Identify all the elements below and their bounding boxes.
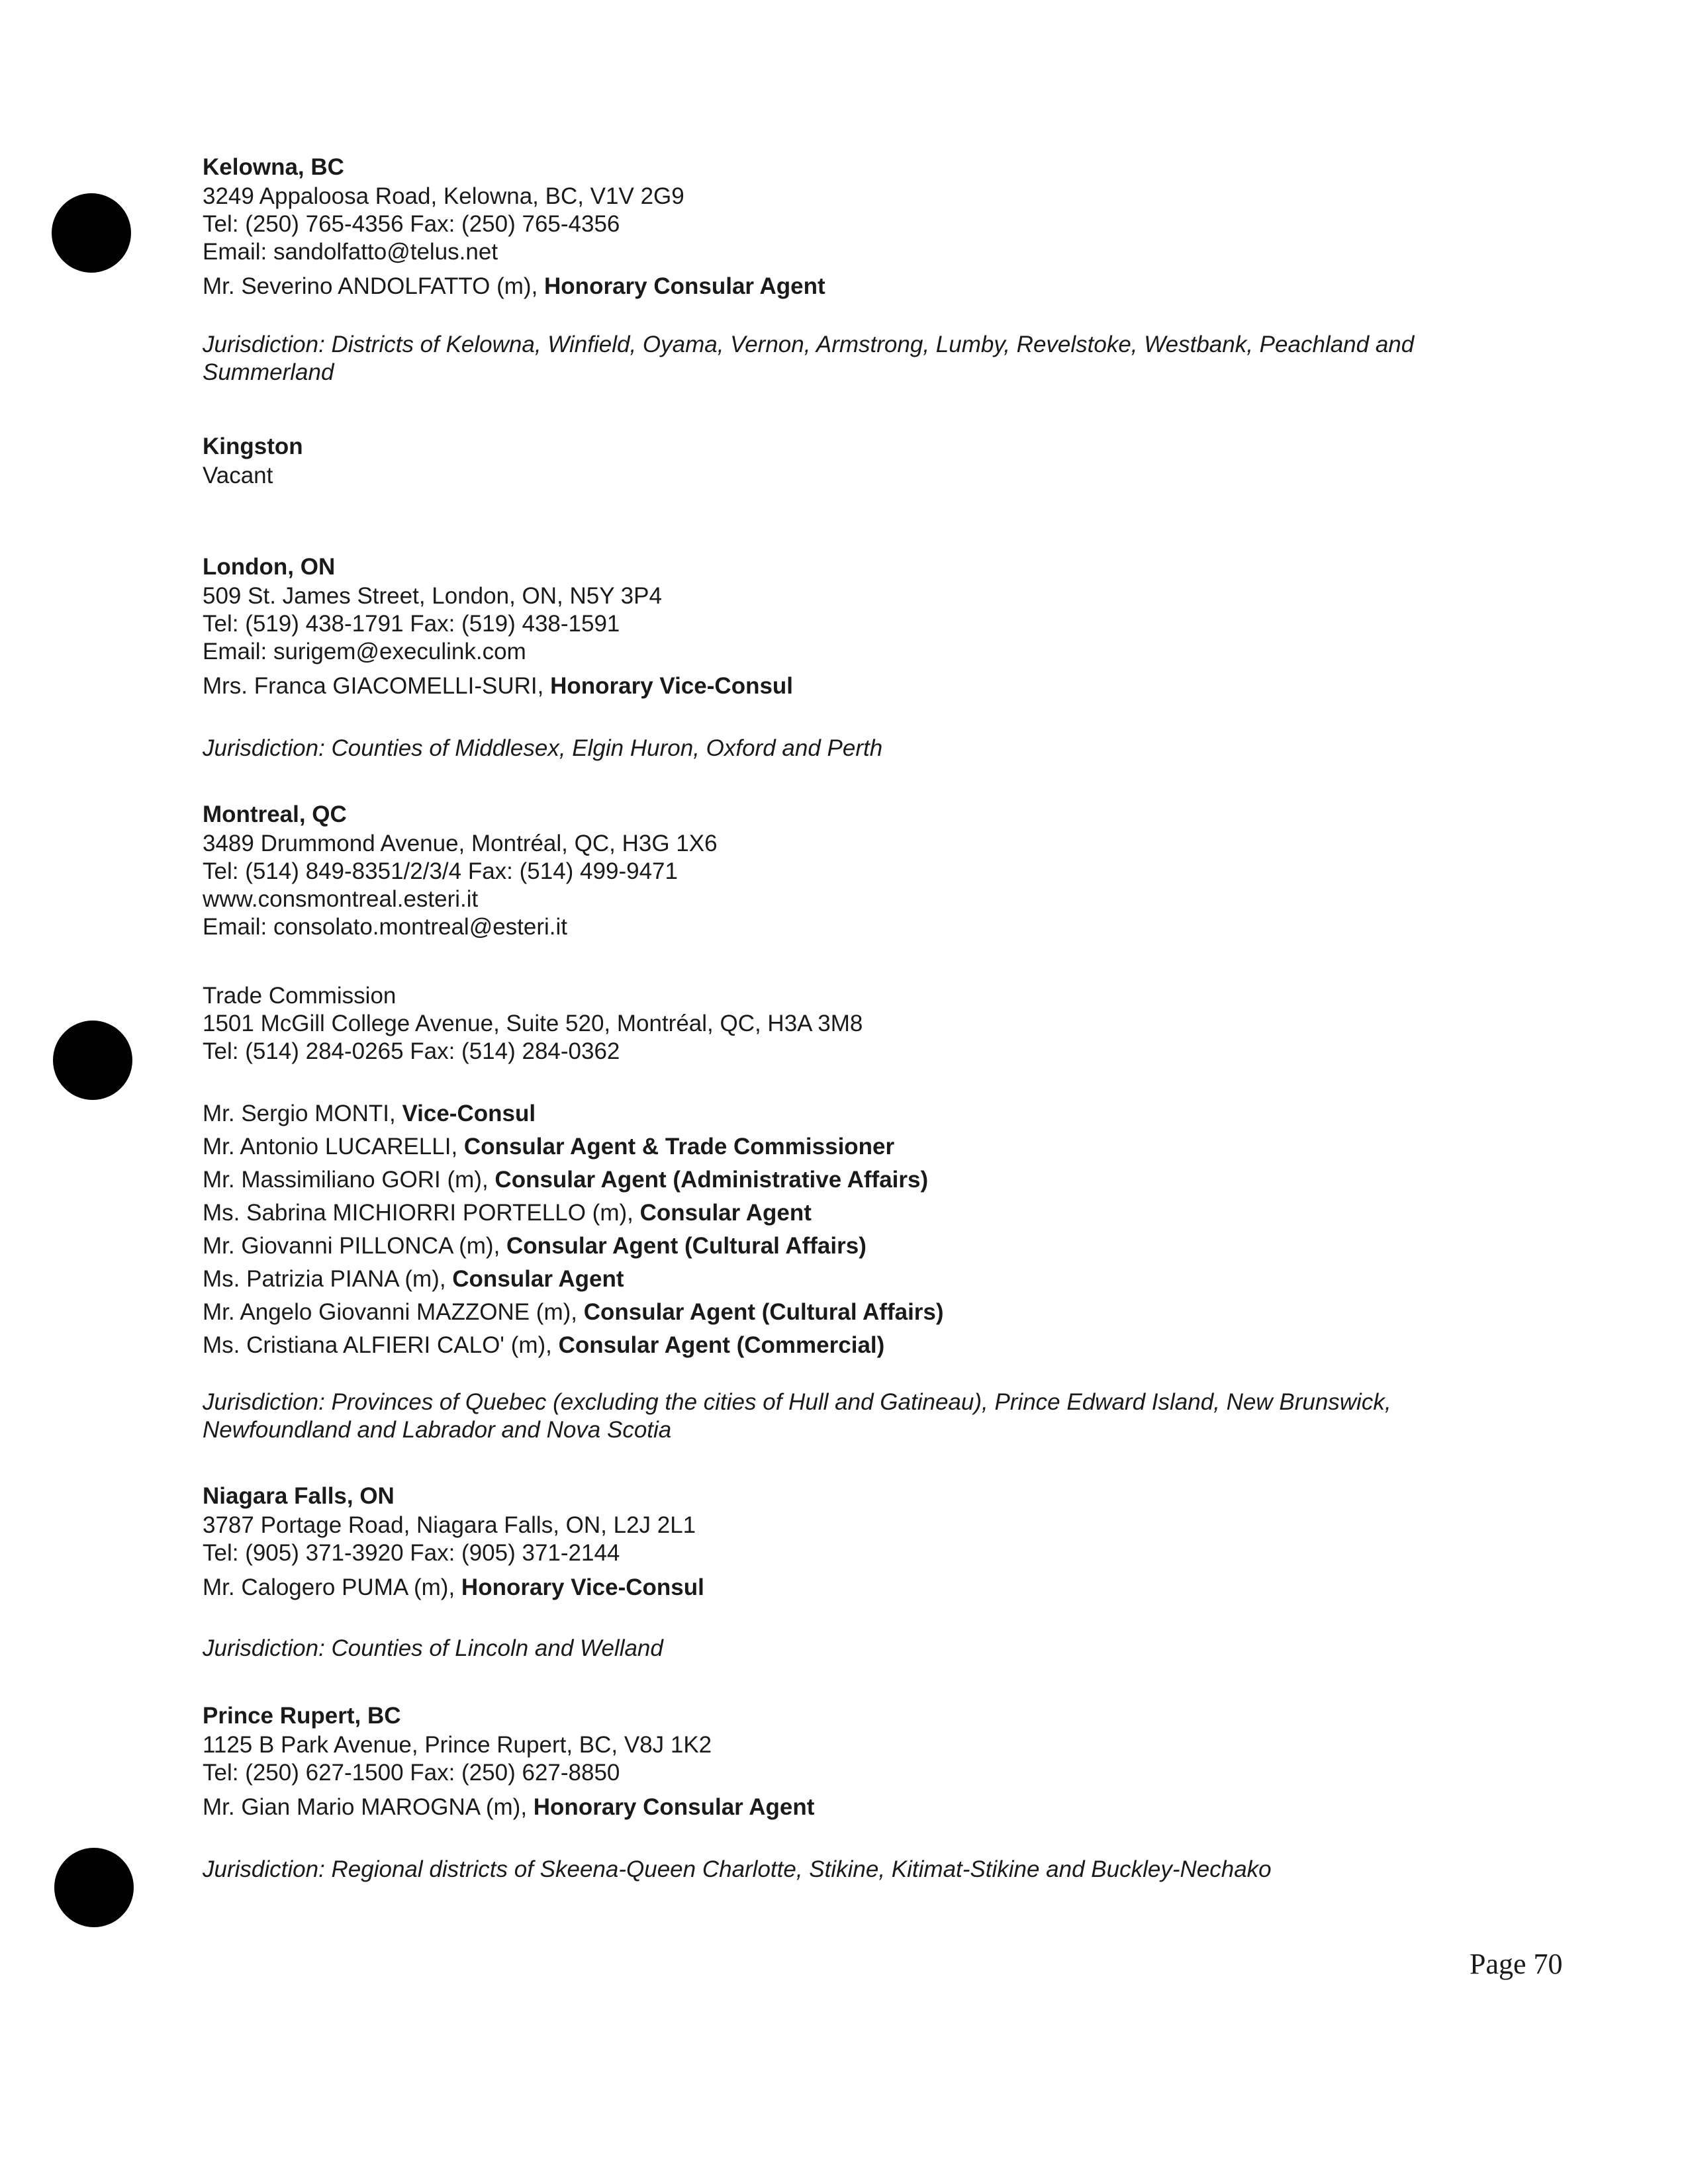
person-name: Mr. Calogero PUMA (m), <box>203 1574 461 1600</box>
entry-london <box>203 553 1526 700</box>
jurisdiction-london <box>203 735 1526 762</box>
staff-item <box>203 1197 1526 1230</box>
jurisdiction-prince-rupert <box>203 1856 1526 1884</box>
phone-fax: Tel: (514) 849-8351/2/3/4 Fax: (514) 499-9471 <box>203 858 678 884</box>
entry-prince-rupert <box>203 1702 1526 1821</box>
city-heading: Kelowna, BC <box>203 154 344 180</box>
contact-person <box>203 1574 1526 1602</box>
status-text: Vacant <box>203 463 273 488</box>
trade-commission <box>203 982 1526 1066</box>
person-title: Consular Agent (Administrative Affairs) <box>494 1167 929 1193</box>
contact-person <box>203 1794 1526 1821</box>
person-title: Consular Agent <box>452 1266 624 1292</box>
address: 3249 Appaloosa Road, Kelowna, BC, V1V 2G9 <box>203 183 684 209</box>
phone-fax: Tel: (514) 284-0265 Fax: (514) 284-0362 <box>203 1038 620 1064</box>
staff-item <box>203 1263 1526 1296</box>
phone-fax: Tel: (519) 438-1791 Fax: (519) 438-1591 <box>203 611 620 637</box>
email: Email: sandolfatto@telus.net <box>203 239 498 265</box>
jurisdiction: Jurisdiction: Regional districts of Skeena-Queen Charlotte, Stikine, Kitimat-Stikine and Buckley-Nechako <box>203 1856 1272 1882</box>
person-title: Honorary Consular Agent <box>533 1794 815 1820</box>
person-title: Honorary Vice-Consul <box>550 673 794 699</box>
entry-kingston <box>203 433 1526 490</box>
person-name: Mrs. Franca GIACOMELLI-SURI, <box>203 673 551 699</box>
punch-hole <box>53 1021 132 1100</box>
person-title: Vice-Consul <box>402 1101 536 1126</box>
person-title: Consular Agent & Trade Commissioner <box>463 1134 895 1160</box>
contact-person <box>203 273 1526 300</box>
contact-person <box>203 672 1526 700</box>
person-title: Honorary Vice-Consul <box>461 1574 704 1600</box>
email: Email: surigem@execulink.com <box>203 639 526 664</box>
staff-list <box>203 1097 1526 1362</box>
person-name: Mr. Giovanni PILLONCA (m), <box>203 1233 507 1259</box>
person-title: Consular Agent <box>639 1200 812 1226</box>
address: 3489 Drummond Avenue, Montréal, QC, H3G 1X6 <box>203 831 718 856</box>
punch-hole <box>52 193 131 273</box>
entry-kelowna <box>203 154 1526 300</box>
entry-niagara-falls <box>203 1482 1526 1602</box>
address: 1501 McGill College Avenue, Suite 520, Montréal, QC, H3A 3M8 <box>203 1011 863 1036</box>
address: 1125 B Park Avenue, Prince Rupert, BC, V8J 1K2 <box>203 1732 712 1758</box>
jurisdiction-kelowna <box>203 331 1526 387</box>
staff-item <box>203 1163 1526 1197</box>
website-link[interactable]: www.consmontreal.esteri.it <box>203 886 479 912</box>
staff-item <box>203 1329 1526 1362</box>
address: 509 St. James Street, London, ON, N5Y 3P4 <box>203 583 662 609</box>
person-name: Ms. Patrizia PIANA (m), <box>203 1266 453 1292</box>
email: Email: consolato.montreal@esteri.it <box>203 914 568 940</box>
entry-montreal <box>203 801 1526 941</box>
jurisdiction: Jurisdiction: Provinces of Quebec (excluding the cities of Hull and Gatineau), Prince Edward Island, New Brunswick, Newfoundland and Labrador and Nova Scotia <box>203 1389 1391 1443</box>
person-title: Consular Agent (Cultural Affairs) <box>583 1299 944 1325</box>
person-name: Mr. Severino ANDOLFATTO (m), <box>203 273 545 299</box>
person-name: Mr. Sergio MONTI, <box>203 1101 402 1126</box>
page-number: Page 70 <box>1470 1948 1563 1980</box>
city-heading: Niagara Falls, ON <box>203 1483 395 1509</box>
jurisdiction-montreal <box>203 1388 1526 1444</box>
jurisdiction-niagara-falls <box>203 1635 1526 1662</box>
person-name: Mr. Angelo Giovanni MAZZONE (m), <box>203 1299 584 1325</box>
staff-item <box>203 1230 1526 1263</box>
jurisdiction: Jurisdiction: Districts of Kelowna, Winfield, Oyama, Vernon, Armstrong, Lumby, Revelstoke, Westbank, Peachland and Summerland <box>203 332 1415 385</box>
person-title: Honorary Consular Agent <box>544 273 825 299</box>
phone-fax: Tel: (250) 765-4356 Fax: (250) 765-4356 <box>203 211 620 237</box>
phone-fax: Tel: (250) 627-1500 Fax: (250) 627-8850 <box>203 1760 620 1786</box>
jurisdiction: Jurisdiction: Counties of Middlesex, Elgin Huron, Oxford and Perth <box>203 735 883 761</box>
staff-item <box>203 1296 1526 1329</box>
staff-item <box>203 1130 1526 1163</box>
jurisdiction: Jurisdiction: Counties of Lincoln and Welland <box>203 1635 663 1661</box>
city-heading: Prince Rupert, BC <box>203 1703 401 1729</box>
person-name: Mr. Antonio LUCARELLI, <box>203 1134 464 1160</box>
staff-item <box>203 1097 1526 1130</box>
punch-hole <box>54 1848 134 1927</box>
person-name: Mr. Massimiliano GORI (m), <box>203 1167 495 1193</box>
city-heading: Kingston <box>203 433 303 459</box>
person-title: Consular Agent (Commercial) <box>558 1332 885 1358</box>
trade-commission-name: Trade Commission <box>203 983 397 1009</box>
city-heading: Montreal, QC <box>203 801 347 827</box>
person-name: Ms. Sabrina MICHIORRI PORTELLO (m), <box>203 1200 640 1226</box>
address: 3787 Portage Road, Niagara Falls, ON, L2J 2L1 <box>203 1512 696 1538</box>
phone-fax: Tel: (905) 371-3920 Fax: (905) 371-2144 <box>203 1540 620 1566</box>
city-heading: London, ON <box>203 554 336 580</box>
person-name: Ms. Cristiana ALFIERI CALO' (m), <box>203 1332 559 1358</box>
person-title: Consular Agent (Cultural Affairs) <box>506 1233 867 1259</box>
person-name: Mr. Gian Mario MAROGNA (m), <box>203 1794 534 1820</box>
